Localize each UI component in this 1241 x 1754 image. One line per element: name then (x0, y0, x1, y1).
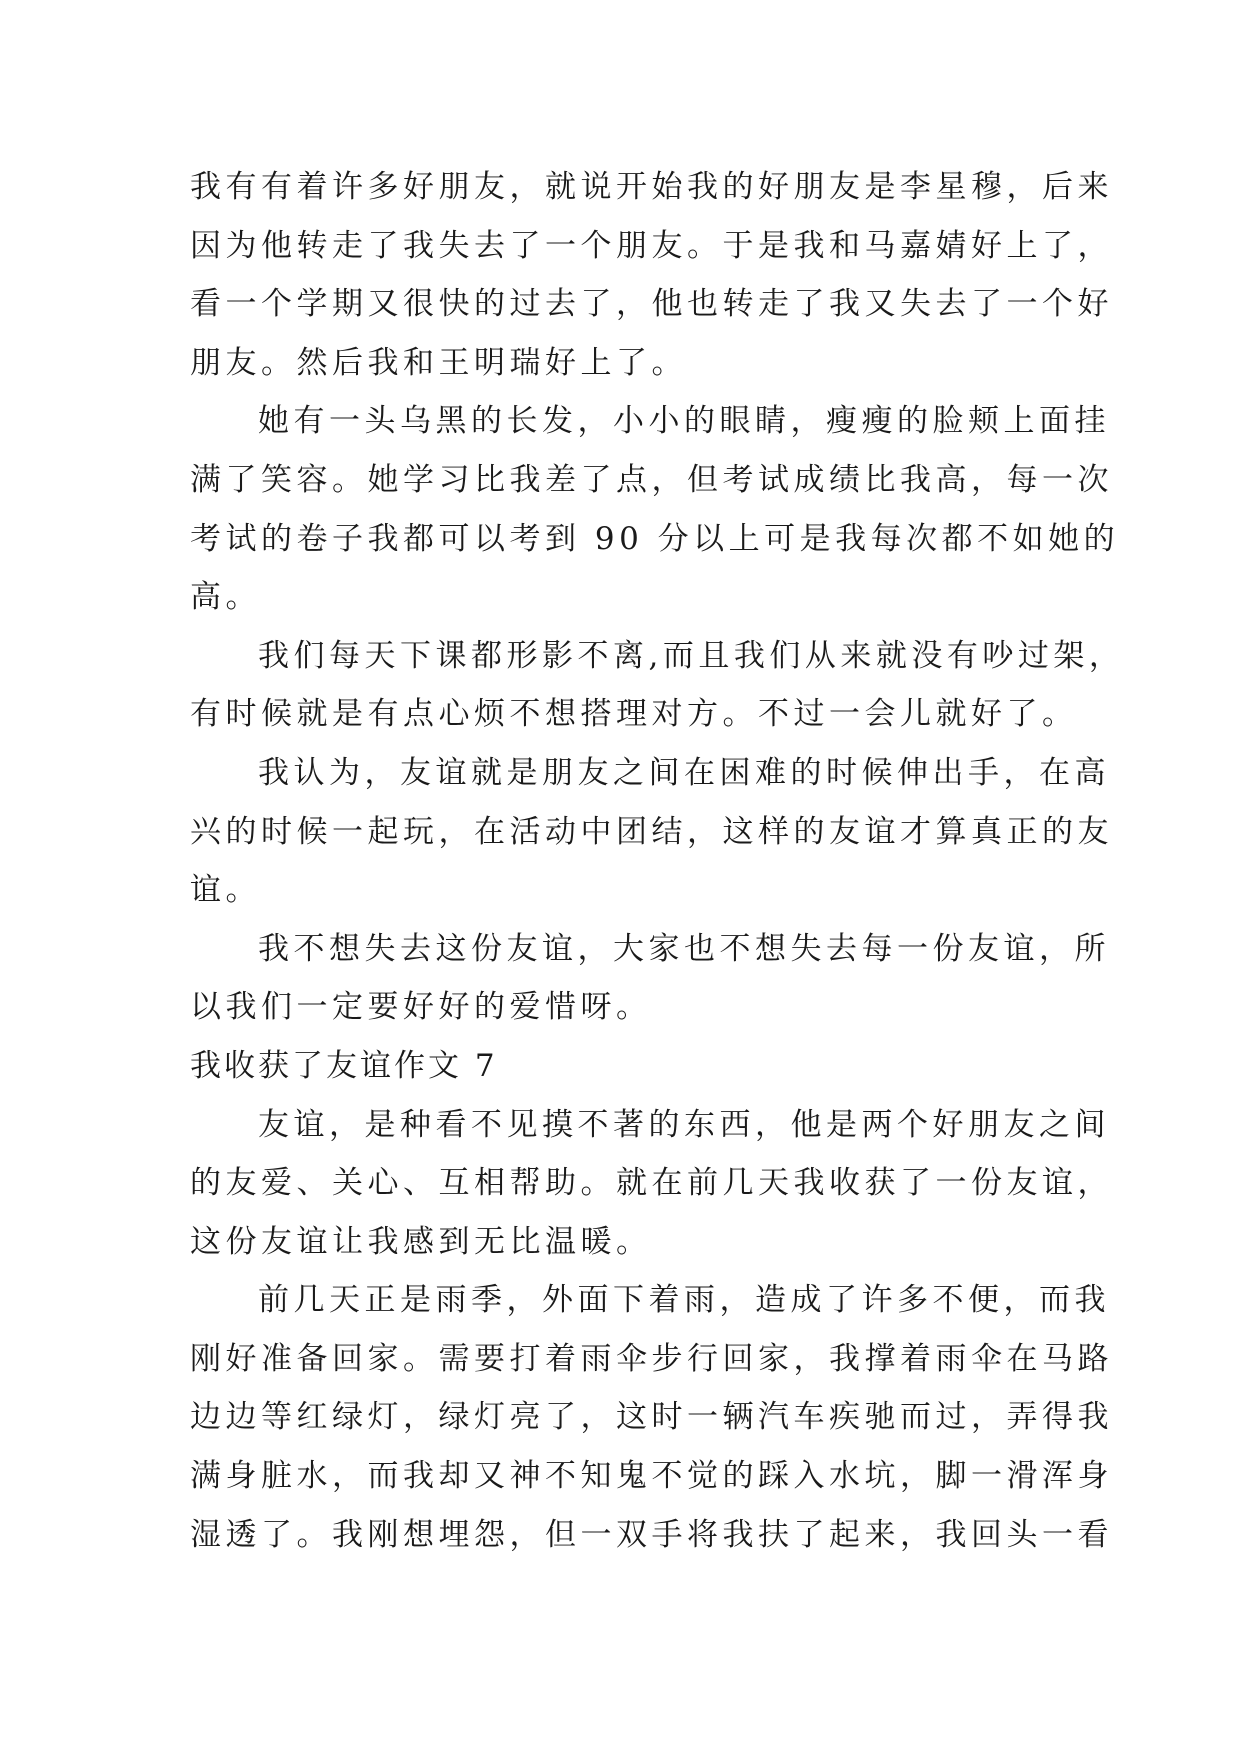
text-line: 有时候就是有点心烦不想搭理对方。不过一会儿就好了。 (190, 696, 1078, 733)
text-line: 满身脏水，而我却又神不知鬼不觉的踩入水坑，脚一滑浑身 (190, 1458, 1113, 1495)
text-line: 以我们一定要好好的爱惜呀。 (190, 989, 652, 1026)
text-line: 谊。 (190, 872, 261, 909)
text-line: 高。 (190, 579, 261, 616)
paragraph (190, 920, 1110, 1037)
paragraph (190, 158, 1113, 392)
text-line: 朋友。然后我和王明瑞好上了。 (190, 344, 687, 381)
text-line: 我们每天下课都形影不离,而且我们从来就没有吵过架， (258, 637, 1125, 674)
text-line: 兴的时候一起玩，在活动中团结，这样的友谊才算真正的友 (190, 813, 1113, 850)
paragraph (190, 1096, 1113, 1272)
heading-text: 我收获了友谊作文 7 (190, 1047, 498, 1084)
text-line: 满了笑容。她学习比我差了点，但考试成绩比我高，每一次 (190, 461, 1113, 498)
paragraph (190, 1271, 1113, 1564)
text-line: 湿透了。我刚想埋怨，但一双手将我扶了起来，我回头一看 (190, 1516, 1113, 1553)
paragraph (190, 392, 1120, 626)
text-line: 考试的卷子我都可以考到 90 分以上可是我每次都不如她的 (190, 520, 1120, 557)
text-line: 我有有着许多好朋友，就说开始我的好朋友是李星穆，后来 (190, 169, 1113, 205)
text-line: 友谊，是种看不见摸不著的东西，他是两个好朋友之间 (258, 1106, 1110, 1143)
text-line: 边边等红绿灯，绿灯亮了，这时一辆汽车疾驰而过，弄得我 (190, 1399, 1113, 1436)
document-body (190, 158, 1125, 1564)
text-line: 因为他转走了我失去了一个朋友。于是我和马嘉婧好上了， (190, 227, 1113, 264)
text-line: 的友爱、关心、互相帮助。就在前几天我收获了一份友谊， (190, 1165, 1113, 1202)
paragraph (190, 744, 1113, 920)
text-line: 她有一头乌黑的长发，小小的眼睛，瘦瘦的脸颊上面挂 (258, 403, 1110, 440)
paragraph (190, 627, 1125, 744)
section-heading (190, 1037, 1070, 1096)
text-line: 看一个学期又很快的过去了，他也转走了我又失去了一个好 (190, 286, 1113, 323)
text-line: 这份友谊让我感到无比温暖。 (190, 1223, 652, 1260)
text-line: 我认为，友谊就是朋友之间在困难的时候伸出手，在高 (258, 754, 1110, 791)
text-line: 我不想失去这份友谊，大家也不想失去每一份友谊，所 (258, 930, 1110, 967)
text-line: 前几天正是雨季，外面下着雨，造成了许多不便，而我 (258, 1282, 1110, 1319)
text-line: 刚好准备回家。需要打着雨伞步行回家，我撑着雨伞在马路 (190, 1340, 1113, 1377)
